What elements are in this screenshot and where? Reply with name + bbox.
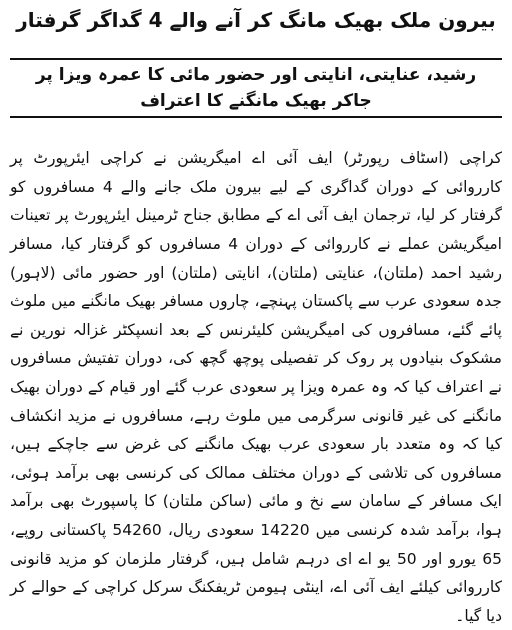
subhead-container <box>10 44 502 132</box>
subheadline: رشید، عنایتی، انایتی اور حضور مائی کا عمرہ ویزا پر جاکر بھیک مانگنے کا اعتراف <box>10 58 502 118</box>
article-body: کراچی (اسٹاف رپورٹر) ایف آئی اے امیگریشن نے کراچی ایئرپورٹ پر کارروائی کے دوران گداگری کے لیے بیرون ملک جانے والے 4 مسافروں کو گرفتار کر لیا، ترجمان ایف آئی اے کے مطابق جناح ٹرمینل ایئرپورٹ پر تعینات امیگریشن عملے نے کارروائی کے دوران 4 مسافروں کو گرفتار کیا، مسافر رشید احمد (ملتان)، عنایتی (ملتان)، انایتی (ملتان) اور حضور مائی (لاہور) جدہ سعودی عرب سے پاکستان پہنچے، چاروں مسافر بھیک مانگنے میں ملوث پائے گئے، مسافروں کی امیگریشن کلیئرنس کے بعد انسپکٹر غزالہ نورین نے مشکوک بنیادوں پر روک کر تفصیلی پوچھ گچھ کی، دوران تفتیش مسافروں نے اعتراف کیا کہ وہ عمرہ ویزا پر سعودی عرب گئے اور قیام کے دوران بھیک مانگنے کی غیر قانونی سرگرمی میں ملوث رہے، مسافروں نے مزید انکشاف کیا کہ وہ متعدد بار سعودی عرب بھیک مانگنے کی غرض سے جاچکے ہیں، مسافروں کی تلاشی کے دوران مختلف ممالک کی کرنسی بھی برآمد ہوئی، ایک مسافر کے سامان سے نخ و مائی (ساکن ملتان) کا پاسپورٹ بھی برآمد ہوا، برآمد شدہ کرنسی میں 14220 سعودی ریال، 54260 پاکستانی روپے، 65 یورو اور 50 یو اے ای درہم شامل ہیں، گرفتار ملزمان کو مزید قانونی کارروائی کیلئے ایف آئی اے، اینٹی ہیومن ٹریفکنگ سرکل کراچی کے حوالے کر دیا گیا۔ <box>10 149 502 625</box>
headline: بیرون ملک بھیک مانگ کر آنے والے 4 گداگر گرفتار <box>16 8 496 32</box>
